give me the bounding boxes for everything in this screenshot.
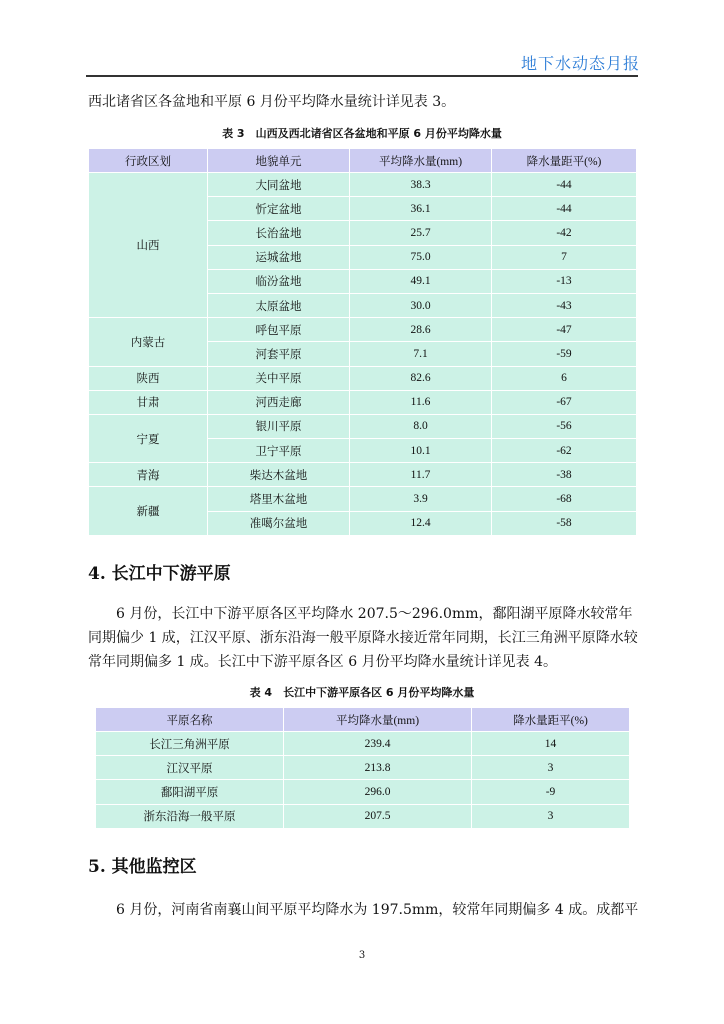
- table-cell: -56: [492, 414, 637, 438]
- table-cell: 12.4: [350, 511, 492, 535]
- table-cell: -62: [492, 439, 637, 463]
- table-cell: 28.6: [350, 318, 492, 342]
- table-cell: -68: [492, 487, 637, 511]
- table-cell: 江汉平原: [96, 756, 284, 780]
- page-header-title: 地下水动态月报: [520, 54, 640, 73]
- table-cell: 207.5: [284, 804, 472, 828]
- table-cell: 30.0: [350, 293, 492, 317]
- table3-col-header: 降水量距平(%): [492, 149, 637, 173]
- table-cell: -59: [492, 342, 637, 366]
- table-row: [89, 173, 637, 197]
- table-cell: 38.3: [350, 173, 492, 197]
- table-cell: 7: [492, 245, 637, 269]
- table-cell: 10.1: [350, 439, 492, 463]
- table-cell: -47: [492, 318, 637, 342]
- region-cell: 甘肃: [89, 390, 208, 414]
- region-cell: 陕西: [89, 366, 208, 390]
- table-cell: 运城盆地: [208, 245, 350, 269]
- table-cell: 关中平原: [208, 366, 350, 390]
- table-cell: 296.0: [284, 780, 472, 804]
- table-cell: 河西走廊: [208, 390, 350, 414]
- table-cell: 大同盆地: [208, 173, 350, 197]
- table3-caption: 表 3 山西及西北诸省区各盆地和平原 6 月份平均降水量: [222, 127, 502, 140]
- table-cell: 塔里木盆地: [208, 487, 350, 511]
- table-cell: 6: [492, 366, 637, 390]
- table3-col-header: 地貌单元: [208, 149, 350, 173]
- table-cell: 太原盆地: [208, 293, 350, 317]
- table-cell: 长江三角洲平原: [96, 732, 284, 756]
- table-cell: 浙东沿海一般平原: [96, 804, 284, 828]
- region-cell: 新疆: [89, 487, 208, 535]
- table-cell: -13: [492, 269, 637, 293]
- table-row: [89, 414, 637, 438]
- table3: [88, 148, 637, 536]
- section4-heading: 4. 长江中下游平原: [88, 564, 231, 584]
- table-cell: -44: [492, 197, 637, 221]
- table-cell: 82.6: [350, 366, 492, 390]
- table-cell: 14: [472, 732, 630, 756]
- table-row: [89, 318, 637, 342]
- table-cell: 长治盆地: [208, 221, 350, 245]
- header-rule: [86, 75, 638, 77]
- table-cell: 11.7: [350, 463, 492, 487]
- region-cell: 山西: [89, 173, 208, 318]
- table4-col-header: 平原名称: [96, 708, 284, 732]
- table-cell: -42: [492, 221, 637, 245]
- table4-col-header: 平均降水量(mm): [284, 708, 472, 732]
- table4-header-row: [96, 708, 630, 732]
- table-row: [96, 780, 630, 804]
- table4-caption: 表 4 长江中下游平原各区 6 月份平均降水量: [249, 686, 475, 699]
- table-cell: -38: [492, 463, 637, 487]
- table-cell: 柴达木盆地: [208, 463, 350, 487]
- page-number: 3: [358, 950, 366, 961]
- table4-col-header: 降水量距平(%): [472, 708, 630, 732]
- table-cell: 213.8: [284, 756, 472, 780]
- table-cell: 49.1: [350, 269, 492, 293]
- table-cell: 鄱阳湖平原: [96, 780, 284, 804]
- table-row: [96, 756, 630, 780]
- table-cell: 3: [472, 804, 630, 828]
- table-cell: 75.0: [350, 245, 492, 269]
- table3-col-header: 平均降水量(mm): [350, 149, 492, 173]
- table-cell: 准噶尔盆地: [208, 511, 350, 535]
- table-cell: -44: [492, 173, 637, 197]
- table-row: [89, 390, 637, 414]
- table-cell: 呼包平原: [208, 318, 350, 342]
- table4: [95, 707, 630, 829]
- table-cell: 11.6: [350, 390, 492, 414]
- section5-paragraph: 6 月份，河南省南襄山间平原平均降水为 197.5mm，较常年同期偏多 4 成。成都平: [116, 902, 639, 918]
- table-cell: 3: [472, 756, 630, 780]
- table-cell: 25.7: [350, 221, 492, 245]
- table-cell: -58: [492, 511, 637, 535]
- table-cell: 3.9: [350, 487, 492, 511]
- table3-header-row: [89, 149, 637, 173]
- table-cell: 忻定盆地: [208, 197, 350, 221]
- table-cell: 银川平原: [208, 414, 350, 438]
- table-cell: 河套平原: [208, 342, 350, 366]
- table-row: [96, 804, 630, 828]
- table-cell: 239.4: [284, 732, 472, 756]
- region-cell: 宁夏: [89, 414, 208, 462]
- region-cell: 青海: [89, 463, 208, 487]
- table3-col-header: 行政区划: [89, 149, 208, 173]
- table-cell: 7.1: [350, 342, 492, 366]
- table-cell: 36.1: [350, 197, 492, 221]
- table-cell: -67: [492, 390, 637, 414]
- table-cell: -43: [492, 293, 637, 317]
- table-row: [96, 732, 630, 756]
- table-row: [89, 487, 637, 511]
- table-cell: -9: [472, 780, 630, 804]
- table-row: [89, 366, 637, 390]
- table-cell: 临汾盆地: [208, 269, 350, 293]
- section4-paragraph: 6 月份，长江中下游平原各区平均降水 207.5～296.0mm，鄱阳湖平原降水较常年同期偏少 1 成，江汉平原、浙东沿海一般平原降水接近常年同期，长江三角洲平原降水较常年同期偏多 1 成。长江中下游平原各区 6 月份平均降水量统计详见表 4。: [88, 606, 638, 670]
- region-cell: 内蒙古: [89, 318, 208, 366]
- intro-paragraph: 西北诸省区各盆地和平原 6 月份平均降水量统计详见表 3。: [88, 94, 456, 110]
- section5-heading: 5. 其他监控区: [88, 857, 197, 877]
- table-cell: 8.0: [350, 414, 492, 438]
- table-row: [89, 463, 637, 487]
- table-cell: 卫宁平原: [208, 439, 350, 463]
